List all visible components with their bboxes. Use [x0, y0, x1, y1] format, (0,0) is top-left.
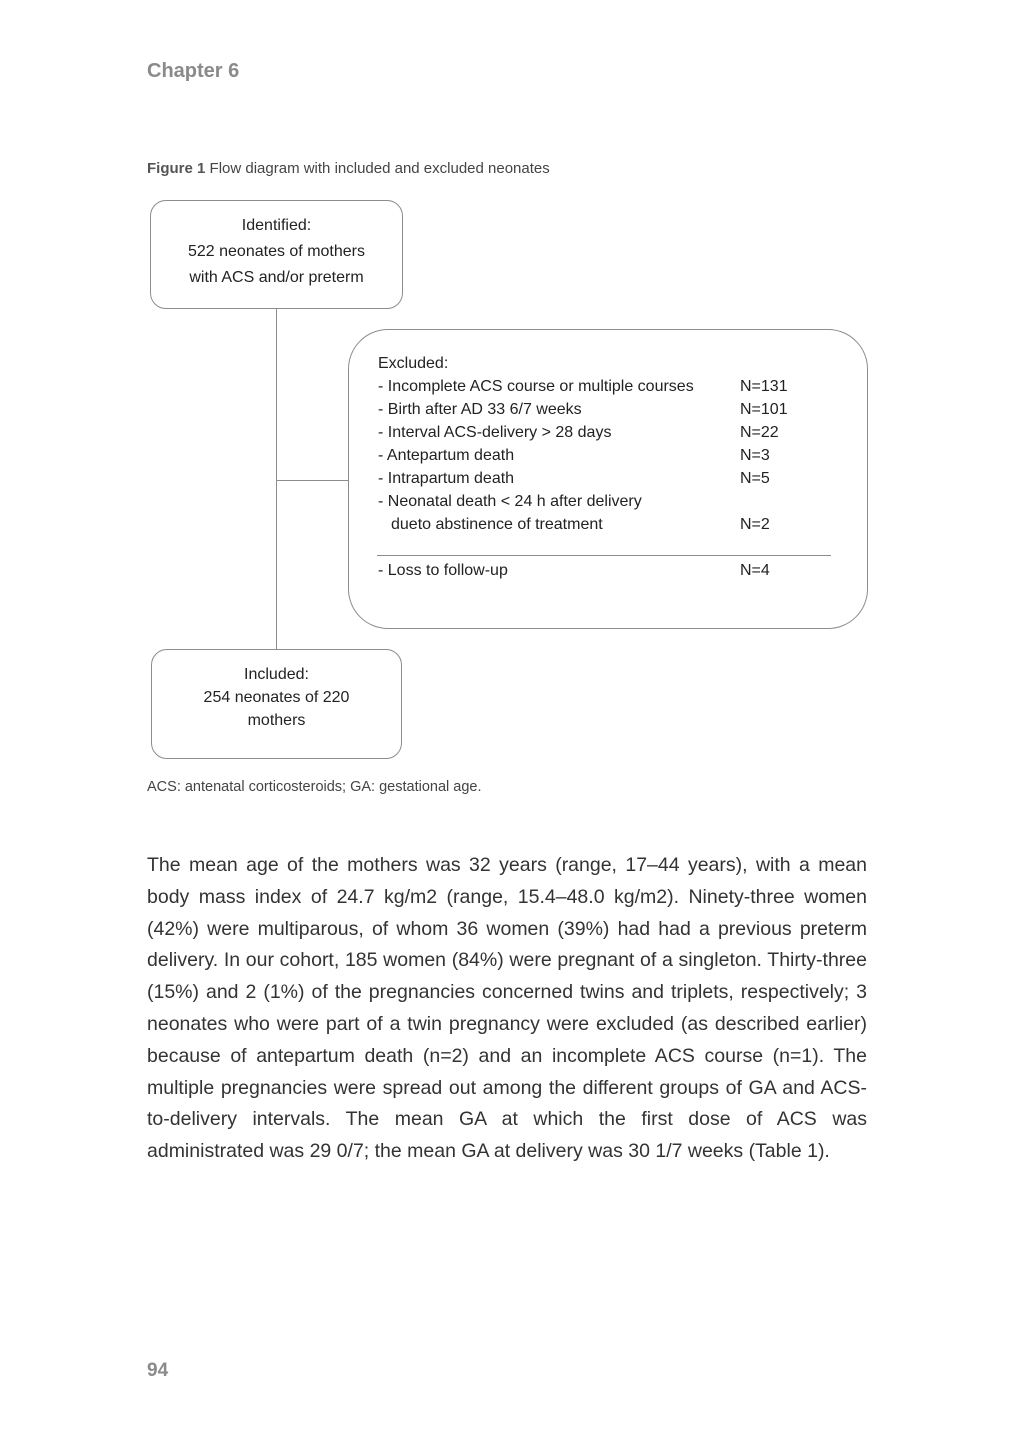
loss-count: N=4 — [740, 562, 770, 579]
excluded-row — [378, 444, 867, 467]
excluded-label: - Birth after AD 33 6/7 weeks — [378, 401, 582, 418]
loss-label: - Loss to follow-up — [378, 562, 508, 579]
excluded-count: N=101 — [740, 401, 788, 418]
excluded-row — [378, 421, 867, 444]
included-line2: mothers — [247, 712, 306, 729]
included-line1: 254 neonates of 220 — [203, 689, 350, 706]
figure-footnote: ACS: antenatal corticosteroids; GA: gestational age. — [147, 779, 482, 795]
excluded-title: Excluded: — [378, 355, 449, 372]
figure-label: Figure 1 — [147, 160, 206, 177]
excluded-count: N=2 — [740, 516, 770, 533]
identified-title: Identified: — [241, 217, 312, 234]
excluded-label: dueto abstinence of treatment — [391, 516, 603, 533]
excluded-divider — [377, 555, 831, 556]
excluded-count: N=22 — [740, 424, 779, 441]
figure-caption — [147, 160, 550, 177]
body-paragraph: The mean age of the mothers was 32 years (range, 17–44 years), with a mean body mass index of 24.7 kg/m2 (range, 15.4–48.0 kg/m2). Ninety-three women (42%) were multiparous, of whom 36 women (39%) had had a previous preterm delivery. In our cohort, 185 women (84%) were pregnant of a singleton. Thirty-three (15%) and 2 (1%) of the pregnancies concerned twins and triplets, respectively; 3 neonates who were part of a twin pregnancy were excluded (as described earlier) because of antepartum death (n=2) and an incomplete ACS course (n=1). The multiple pregnancies were spread out among the different groups of GA and ACS-to-delivery intervals. The mean GA at which the first dose of ACS was administrated was 29 0/7; the mean GA at delivery was 30 1/7 weeks (Table 1). — [147, 854, 867, 1163]
identified-line2: with ACS and/or preterm — [189, 269, 364, 286]
excluded-label: - Interval ACS-delivery > 28 days — [378, 424, 612, 441]
included-title: Included: — [244, 666, 309, 683]
excluded-count: N=131 — [740, 378, 788, 395]
excluded-row — [378, 398, 867, 421]
excluded-label: - Antepartum death — [378, 447, 515, 464]
excluded-count: N=5 — [740, 470, 770, 487]
excluded-row — [378, 490, 867, 513]
excluded-label: - Intrapartum death — [378, 470, 515, 487]
excluded-label: - Neonatal death < 24 h after delivery — [378, 493, 642, 510]
loss-row — [378, 559, 838, 582]
flow-connector-horizontal — [276, 480, 348, 481]
excluded-row — [378, 513, 867, 536]
chapter-header: Chapter 6 — [147, 60, 240, 82]
excluded-count: N=3 — [740, 447, 770, 464]
included-box — [151, 649, 402, 759]
identified-line1: 522 neonates of mothers — [187, 243, 365, 260]
excluded-label: - Incomplete ACS course or multiple courses — [378, 378, 694, 395]
excluded-row — [378, 467, 867, 490]
page-number: 94 — [147, 1360, 169, 1381]
excluded-box — [348, 329, 868, 629]
excluded-row — [378, 375, 867, 398]
figure-caption-text: Flow diagram with included and excluded neonates — [209, 160, 550, 177]
identified-box — [150, 200, 403, 309]
